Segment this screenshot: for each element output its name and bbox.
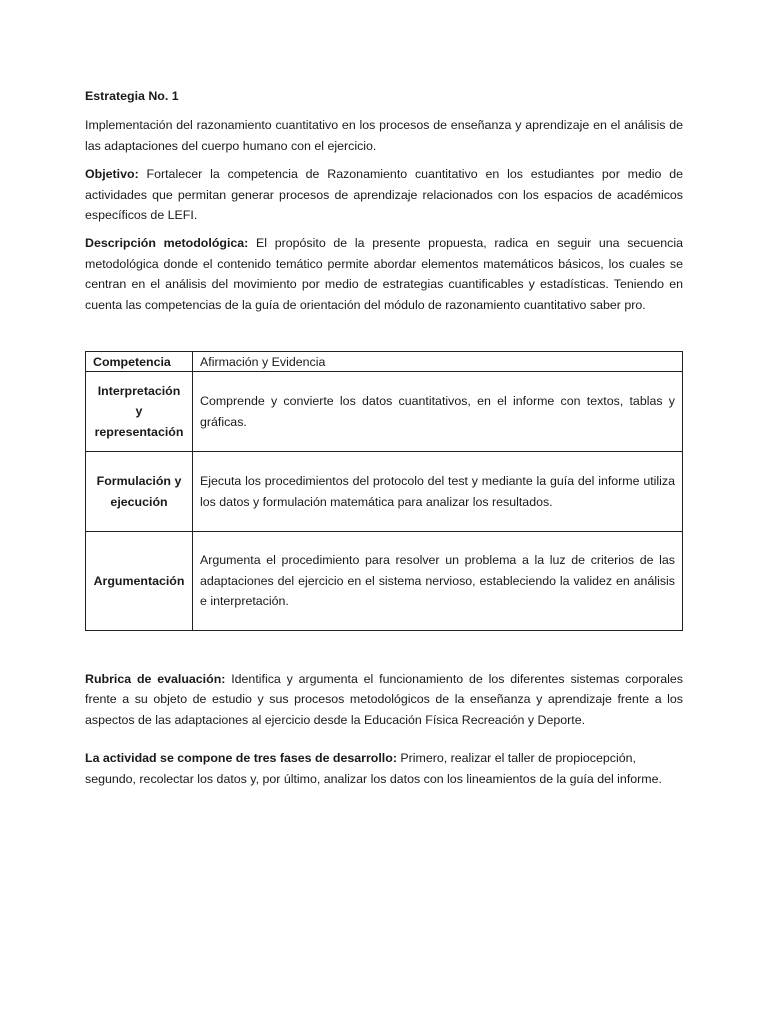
table-row [86,372,683,452]
evidence-cell: Comprende y convierte los datos cuantitativos, en el informe con textos, tablas y gráficas. [193,372,683,452]
table-row [86,532,683,631]
activity-text: Primero, realizar el taller de propiocepción, segundo, recolectar los datos y, por último, analizar los datos con los lineamientos de la guía del informe. [85,751,662,786]
evidence-cell: Ejecuta los procedimientos del protocolo del test y mediante la guía del informe utiliza los datos y formulación matemática para analizar los resultados. [193,452,683,532]
rubric-label: Rubrica de evaluación: [85,672,226,687]
implementation-paragraph: Implementación del razonamiento cuantitativo en los procesos de enseñanza y aprendizaje en el análisis de las adaptaciones del cuerpo humano con el ejercicio. [85,118,683,153]
table-header-row [86,352,683,372]
methodology-label: Descripción metodológica: [85,236,249,251]
competence-cell: Interpretación y representación [86,372,193,452]
header-evidence: Afirmación y Evidencia [193,352,683,372]
table-row [86,452,683,532]
competence-cell: Formulación y ejecución [86,452,193,532]
competence-table [85,351,683,631]
document-page [85,86,683,797]
activity-paragraph [85,748,683,789]
objective-text: Fortalecer la competencia de Razonamiento cuantitativo en los estudiantes por medio de actividades que permitan generar procesos de aprendizaje relacionados con los espacios de académicos específicos de LEFI. [85,167,683,223]
methodology-paragraph [85,233,683,315]
rubric-text: Identifica y argumenta el funcionamiento de los diferentes sistemas corporales frente a su objeto de estudio y sus procesos metodológicos de la enseñanza y aprendizaje frente a los aspectos de las adaptaciones al ejercicio desde la Educación Física Recreación y Deporte. [85,672,683,727]
activity-label: La actividad se compone de tres fases de desarrollo: [85,751,397,766]
evidence-cell: Argumenta el procedimiento para resolver un problema a la luz de criterios de las adaptaciones del ejercicio en el sistema nervioso, estableciendo la validez en análisis e interpretación. [193,532,683,631]
header-competence: Competencia [86,352,193,372]
rubric-paragraph [85,669,683,730]
objective-label: Objetivo: [85,167,139,182]
methodology-text: El propósito de la presente propuesta, radica en seguir una secuencia metodológica donde el contenido temático permite abordar elementos matemáticos básicos, los cuales se centran en el análisis del movimiento por medio de estrategias cuantificables y estadísticas. Teniendo en cuenta las competencias de la guía de orientación del módulo de razonamiento cuantitativo saber pro. [85,236,683,312]
objective-paragraph [85,164,683,225]
strategy-heading: Estrategia No. 1 [85,89,179,103]
competence-cell: Argumentación [86,532,193,631]
